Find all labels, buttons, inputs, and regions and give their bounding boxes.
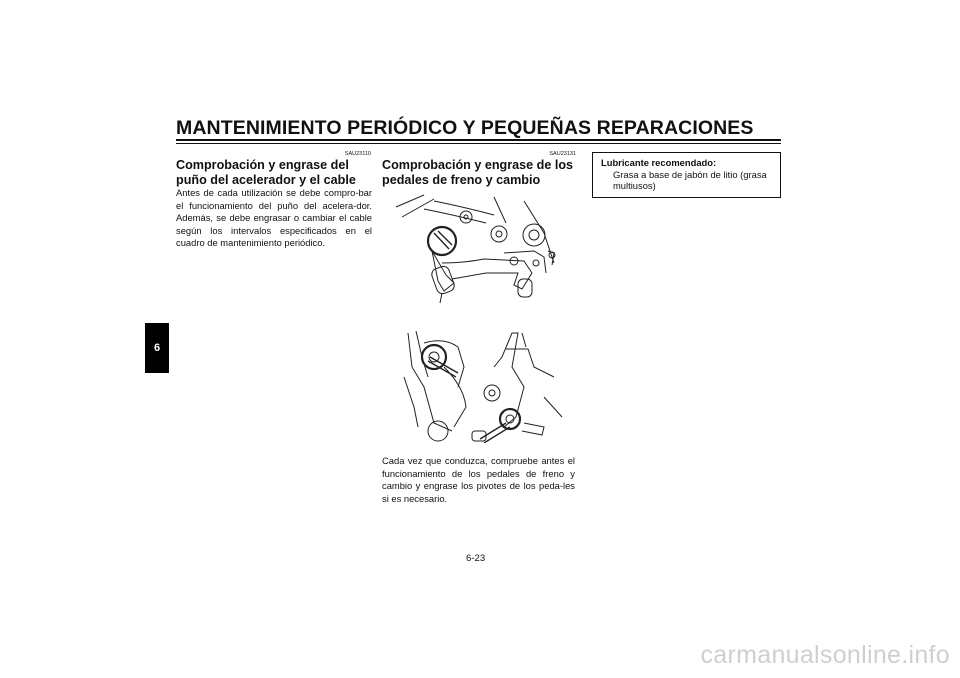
shift-pedal-illustration — [394, 327, 566, 443]
title-rule-thin — [176, 143, 781, 144]
section-code: SAU23110 — [344, 151, 371, 157]
heading-line: puño del acelerador y el cable — [176, 172, 356, 187]
section-heading-throttle — [176, 158, 372, 187]
section-body-pedals: Cada vez que conduzca, compruebe antes el funcionamiento de los pedales de freno y cambio y engrase los pivotes de los peda-les si es necesario. — [382, 455, 575, 504]
heading-line: pedales de freno y cambio — [382, 172, 541, 187]
heading-line: Comprobación y engrase de los — [382, 158, 574, 172]
lubricant-value: Grasa a base de jabón de litio (grasa multiusos) — [613, 168, 767, 191]
section-code: SAU23131 — [549, 151, 576, 157]
page-number: 6-23 — [466, 553, 486, 564]
watermark: carmanualsonline.info — [700, 641, 950, 669]
title-rule-thick — [176, 139, 781, 141]
section-heading-pedals — [382, 158, 582, 187]
lubricant-box — [592, 152, 781, 198]
section-body-throttle: Antes de cada utilización se debe compro-bar el funcionamiento del puño del acelera-dor. Además, se debe engrasar o cambiar el cable según los intervalos especificados en el cuadro de mantenimiento periódico. — [176, 187, 372, 249]
heading-line: Comprobación y engrase del — [176, 158, 349, 172]
chapter-tab: 6 — [145, 323, 169, 373]
page-title: MANTENIMIENTO PERIÓDICO Y PEQUEÑAS REPARACIONES — [176, 117, 754, 139]
brake-pedal-illustration — [394, 193, 566, 305]
lubricant-label: Lubricante recomendado: — [601, 157, 717, 168]
